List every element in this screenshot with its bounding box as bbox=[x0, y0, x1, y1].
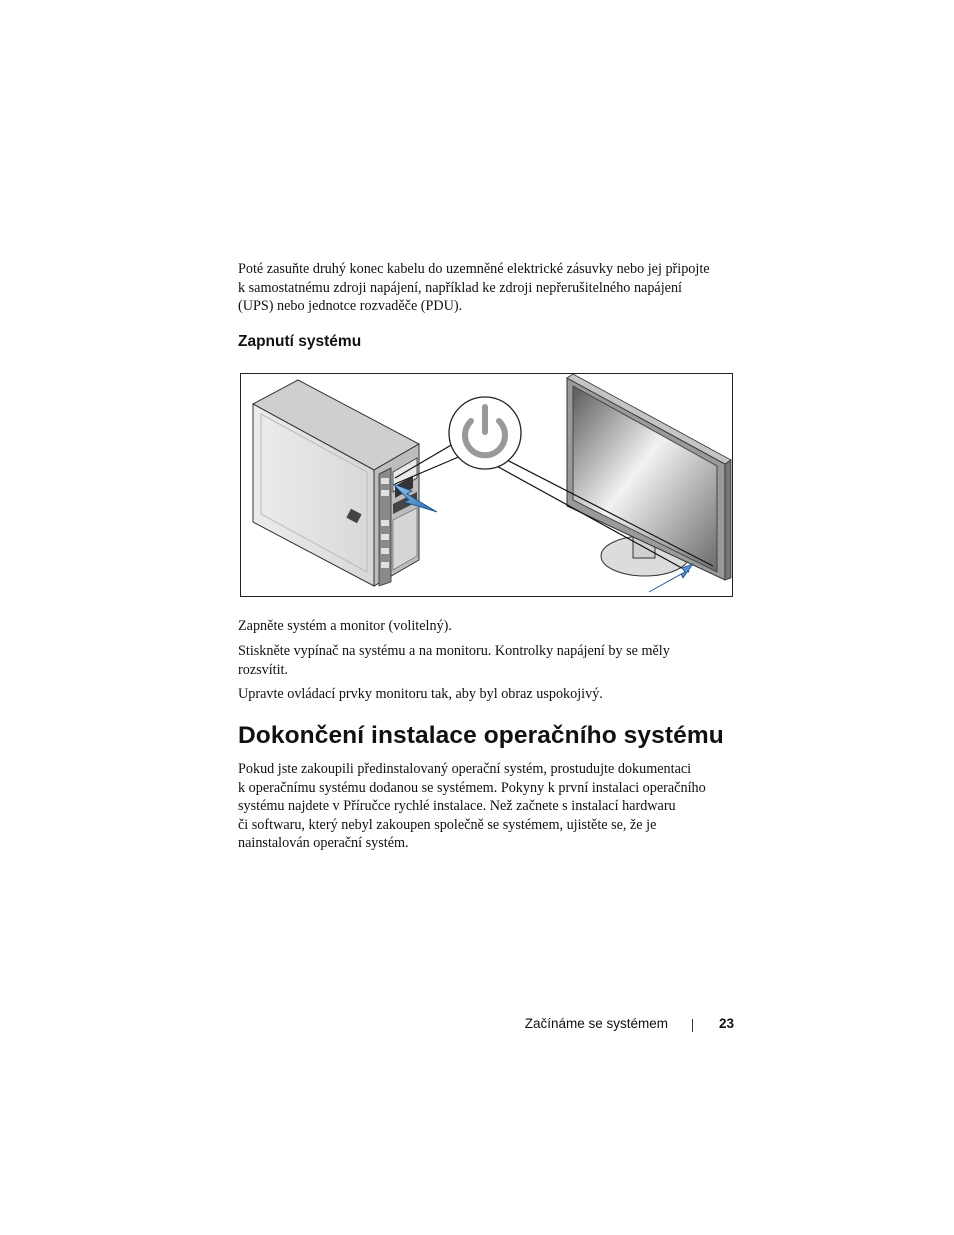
intro-line: (UPS) nebo jednotce rozvaděče (PDU). bbox=[238, 298, 463, 315]
chapter-title: Začínáme se systémem bbox=[524, 1016, 668, 1031]
instruction-step bbox=[238, 685, 738, 704]
intro-line: k samostatnému zdroji napájení, například ke zdroji nepřerušitelného napájení bbox=[238, 279, 682, 296]
body-line: nainstalován operační systém. bbox=[238, 835, 409, 852]
monitor-icon bbox=[567, 374, 731, 580]
main-heading: Dokončení instalace operačního systému bbox=[238, 722, 724, 749]
body-line: Pokud jste zakoupili předinstalovaný operační systém, prostudujte dokumentaci bbox=[238, 761, 692, 777]
power-on-figure bbox=[240, 373, 733, 597]
intro-paragraph bbox=[238, 260, 738, 316]
body-paragraph bbox=[238, 760, 738, 853]
instruction-line: Upravte ovládací prvky monitoru tak, aby byl obraz uspokojivý. bbox=[238, 686, 603, 702]
body-line: či softwaru, který nebyl zakoupen společně se systémem, ujistěte se, že je bbox=[238, 816, 657, 833]
page-footer bbox=[500, 1016, 736, 1036]
instruction-line: Stiskněte vypínač na systému a na monitoru. Kontrolky napájení by se měly bbox=[238, 643, 670, 659]
intro-line: Poté zasuňte druhý konec kabelu do uzemněné elektrické zásuvky nebo jej připojte bbox=[238, 261, 710, 277]
instruction-step bbox=[238, 642, 738, 679]
instruction-step bbox=[238, 617, 738, 636]
page-number: 23 bbox=[718, 1016, 734, 1031]
power-icon bbox=[449, 397, 521, 469]
instruction-line: Zapněte systém a monitor (volitelný). bbox=[238, 618, 452, 634]
server-tower-icon bbox=[253, 380, 419, 586]
body-line: systému najdete v Příručce rychlé instalace. Než začnete s instalací hardwaru bbox=[238, 798, 676, 815]
section-heading: Zapnutí systému bbox=[238, 333, 362, 350]
footer-divider bbox=[692, 1019, 693, 1032]
body-line: k operačnímu systému dodanou se systémem. Pokyny k první instalaci operačního bbox=[238, 779, 706, 796]
instruction-line: rozsvítit. bbox=[238, 661, 289, 678]
